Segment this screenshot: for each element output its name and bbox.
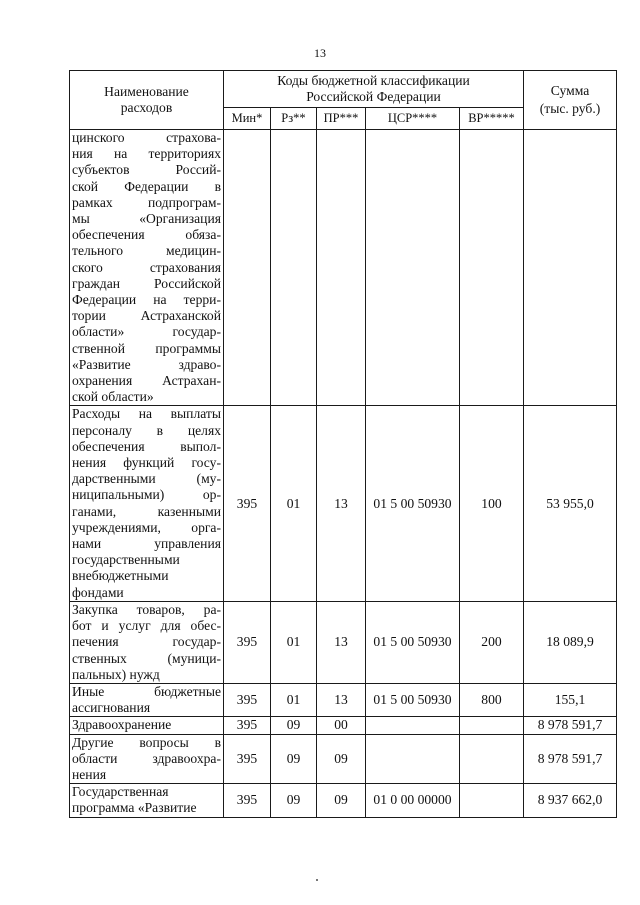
amount-cell: 18 089,9 <box>524 601 617 683</box>
expense-name-line: Государственная <box>72 784 169 800</box>
ministry-code-cell: 395 <box>224 683 271 716</box>
header-sum-line: (тыс. руб.) <box>539 101 601 116</box>
header-col-min: Мин* <box>224 108 271 130</box>
amount-cell: 155,1 <box>524 683 617 716</box>
target-article-cell <box>366 734 460 784</box>
expense-name-cell <box>70 601 224 683</box>
subsection-code-cell: 13 <box>317 683 366 716</box>
target-article-cell <box>366 717 460 734</box>
expense-name-line: печения государ- <box>72 634 221 650</box>
subsection-code-cell: 09 <box>317 734 366 784</box>
expense-name-cell <box>70 683 224 716</box>
ministry-code-cell: 395 <box>224 406 271 601</box>
table-row <box>70 717 617 734</box>
expense-name-line: нения <box>72 766 107 782</box>
section-code-cell: 09 <box>271 784 317 817</box>
expense-name-line: Иные бюджетные <box>72 683 221 699</box>
expense-name-line: Расходы на выплаты <box>72 406 221 422</box>
expense-type-cell: 200 <box>460 601 524 683</box>
table-row <box>70 406 617 601</box>
expense-name-cell <box>70 406 224 601</box>
header-name-line: расходов <box>120 100 173 115</box>
expense-name-line: ассигнования <box>72 700 151 716</box>
expense-name-line: тельного медицин- <box>72 243 221 259</box>
expense-type-cell: 100 <box>460 406 524 601</box>
expense-name-line: Федерации на терри- <box>72 292 221 308</box>
header-col-rz: Рз** <box>271 108 317 130</box>
expense-name-line: персоналу в целях <box>72 422 221 438</box>
amount-cell: 8 978 591,7 <box>524 734 617 784</box>
expense-name-line: Другие вопросы в <box>72 734 221 750</box>
table-header <box>70 71 617 130</box>
expense-name-line: учреждениями, орга- <box>72 519 221 535</box>
expense-name-line: ственной программы <box>72 340 221 356</box>
expense-name-line: ственных (муници- <box>72 650 221 666</box>
expense-name-line: нения функций госу- <box>72 455 221 471</box>
expense-type-cell <box>460 717 524 734</box>
section-code-cell: 09 <box>271 734 317 784</box>
subsection-code-cell: 13 <box>317 601 366 683</box>
expense-name-line: «Развитие здраво- <box>72 356 221 372</box>
expense-name-cell <box>70 717 224 734</box>
section-code-cell: 01 <box>271 683 317 716</box>
expense-name-line: дарственными (му- <box>72 471 221 487</box>
expense-name-line: ского страхования <box>72 259 221 275</box>
header-name-line: Наименование <box>104 84 189 99</box>
target-article-cell: 01 5 00 50930 <box>366 683 460 716</box>
table-row <box>70 683 617 716</box>
section-code-cell <box>271 130 317 406</box>
scan-speck <box>316 879 318 881</box>
expense-name-line: охранения Астрахан- <box>72 373 221 389</box>
table-row <box>70 734 617 784</box>
expense-name-line: ниципальными) ор- <box>72 487 221 503</box>
ministry-code-cell <box>224 130 271 406</box>
header-codes-line: Коды бюджетной классификации <box>277 73 470 88</box>
expense-name-line: тории Астраханской <box>72 308 221 324</box>
table-body <box>70 130 617 818</box>
expense-name-line: цинского страхова- <box>72 130 221 145</box>
expense-name-line: рамках подпрограм- <box>72 194 221 210</box>
budget-table <box>69 70 617 818</box>
table-row <box>70 130 617 406</box>
expense-name-line: ской области» <box>72 389 154 405</box>
subsection-code-cell: 09 <box>317 784 366 817</box>
header-col-csr: ЦСР**** <box>366 108 460 130</box>
expense-type-cell <box>460 784 524 817</box>
expense-name-line: ской Федерации в <box>72 178 221 194</box>
expense-name-line: мы «Организация <box>72 211 221 227</box>
expense-name-line: ния на территориях <box>72 146 221 162</box>
expense-name-line: обеспечения обяза- <box>72 227 221 243</box>
expense-name-line: нами управления <box>72 536 221 552</box>
header-sum-line: Сумма <box>550 83 590 98</box>
header-codes-cell <box>224 71 524 108</box>
amount-cell: 8 978 591,7 <box>524 717 617 734</box>
subsection-code-cell <box>317 130 366 406</box>
expense-name-line: обеспечения выпол- <box>72 438 221 454</box>
expense-name-line: граждан Российской <box>72 275 221 291</box>
expense-type-cell <box>460 734 524 784</box>
header-codes-line: Российской Федерации <box>306 89 441 104</box>
expense-name-cell <box>70 784 224 817</box>
header-col-pr: ПР*** <box>317 108 366 130</box>
expense-name-line: бот и услуг для обес- <box>72 618 221 634</box>
ministry-code-cell: 395 <box>224 717 271 734</box>
table-row <box>70 784 617 817</box>
subsection-code-cell: 13 <box>317 406 366 601</box>
expense-name-line: Здравоохранение <box>72 717 172 733</box>
expense-name-line: субъектов Россий- <box>72 162 221 178</box>
expense-name-line: программа «Развитие <box>72 800 197 816</box>
section-code-cell: 01 <box>271 601 317 683</box>
section-code-cell: 01 <box>271 406 317 601</box>
expense-type-cell: 800 <box>460 683 524 716</box>
table-row <box>70 601 617 683</box>
amount-cell <box>524 130 617 406</box>
subsection-code-cell: 00 <box>317 717 366 734</box>
target-article-cell: 01 0 00 00000 <box>366 784 460 817</box>
expense-name-line: Закупка товаров, ра- <box>72 601 221 617</box>
expense-name-cell <box>70 734 224 784</box>
section-code-cell: 09 <box>271 717 317 734</box>
expense-name-line: ганами, казенными <box>72 503 221 519</box>
header-col-vr: ВР***** <box>460 108 524 130</box>
target-article-cell <box>366 130 460 406</box>
expense-name-line: области здравоохра- <box>72 750 221 766</box>
expense-name-line: фондами <box>72 584 124 600</box>
expense-name-line: внебюджетными <box>72 568 169 584</box>
ministry-code-cell: 395 <box>224 601 271 683</box>
ministry-code-cell: 395 <box>224 784 271 817</box>
target-article-cell: 01 5 00 50930 <box>366 406 460 601</box>
header-sum-cell <box>524 71 617 130</box>
page-number: 13 <box>314 46 326 60</box>
ministry-code-cell: 395 <box>224 734 271 784</box>
expense-name-line: пальных) нужд <box>72 666 160 682</box>
header-name-cell <box>70 71 224 130</box>
amount-cell: 53 955,0 <box>524 406 617 601</box>
expense-name-line: государственными <box>72 552 180 568</box>
expense-type-cell <box>460 130 524 406</box>
expense-name-cell <box>70 130 224 406</box>
target-article-cell: 01 5 00 50930 <box>366 601 460 683</box>
amount-cell: 8 937 662,0 <box>524 784 617 817</box>
expense-name-line: области» государ- <box>72 324 221 340</box>
